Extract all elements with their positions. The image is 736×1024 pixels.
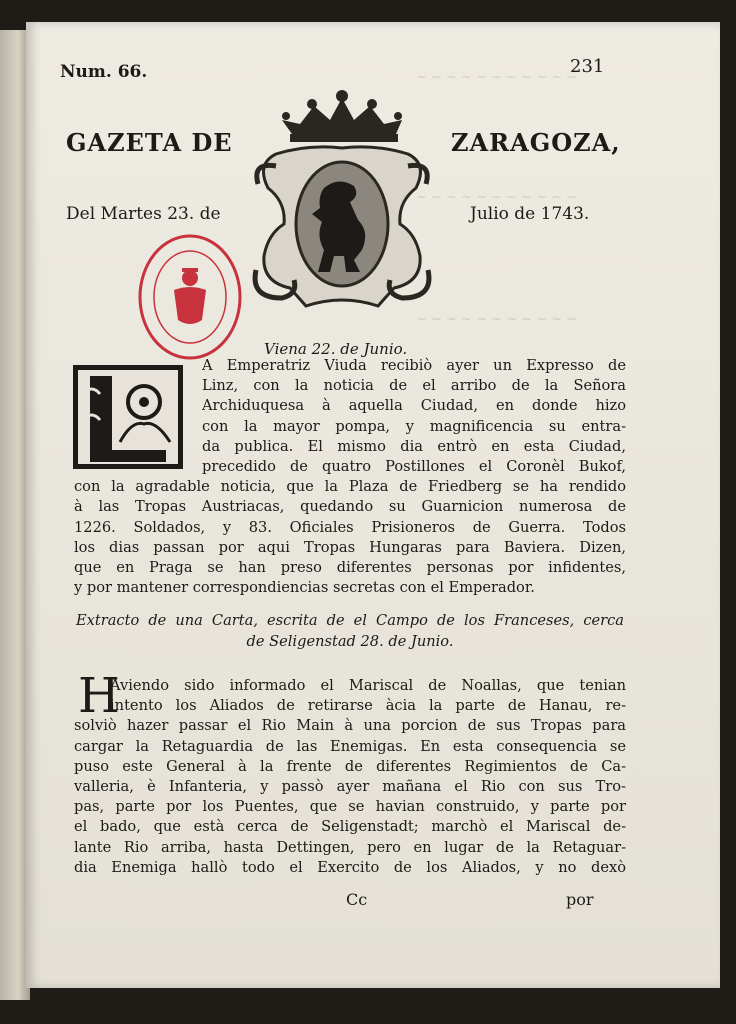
masthead-title-right: ZARAGOZA, [451,128,621,157]
article2-heading-line: Extracto de una Carta, escrita de el Campo de los Franceses, cerca [76,612,624,629]
text-line: cargar la Retaguardia de las Enemigas. En esta consequencia se [74,737,626,755]
text-line: puso este General à la frente de diferentes Regimientos de Ca- [74,757,626,775]
initial-letter-h: H [78,668,120,724]
text-line: solviò hazer passar el Rio Main à una porcion de sus Tropas para [74,717,626,735]
text-line: valleria, è Infanteria, y passò ayer mañana el Rio con sus Tro- [74,778,626,796]
article1-body [74,356,626,598]
text-line: à las Tropas Austriacas, quedando su Guarnicion numerosa de [74,498,626,516]
text-line: y por mantener correspondiencias secretas con el Emperador. [74,579,535,597]
text-line: que en Praga se han preso diferentes personas por infidentes, [74,559,626,577]
text-line: pas, parte por los Puentes, que se havian construido, y parte por [74,798,626,816]
text-line: con la mayor pompa, y magnificencia su entra- [202,417,626,435]
text-line: Linz, con la noticia de el arribo de la Señora [202,377,626,395]
article2-heading-line: de Seligenstad 28. de Junio. [246,633,454,650]
text-line: A Emperatriz Viuda recibiò ayer un Expresso de [202,357,626,374]
text-line: da publica. El mismo dia entrò en esta Ciudad, [202,437,626,455]
issue-number: Num. 66. [60,62,148,82]
text-line: los dias passan por aqui Tropas Hungaras para Baviera. Dizen, [74,538,626,556]
masthead-title-left: GAZETA DE [66,128,233,157]
article2-heading [76,610,624,652]
bleed-through: ~ ~ ~ ~ ~ ~ ~ ~ ~ ~ ~ [416,190,578,205]
signature-mark: Cc [346,890,368,909]
issue-date-right: Julio de 1743. [470,204,590,224]
text-line: precedido de quatro Postillones el Coronèl Bukof, [202,458,626,476]
text-line: Aviendo sido informado el Mariscal de Noallas, que tenian [110,677,626,694]
text-line: el bado, que està cerca de Seligenstadt; marchò el Mariscal de- [74,818,626,836]
bleed-through: ~ ~ ~ ~ ~ ~ ~ ~ ~ ~ ~ [416,70,578,85]
text-line: lante Rio arriba, hasta Dettingen, pero en lugar de la Retaguar- [74,838,626,856]
page-number: 231 [570,56,605,77]
zaragoza-coat-of-arms-icon [246,84,438,316]
catchword: por [566,890,594,909]
text-line: intento los Aliados de retirarse àcia la parte de Hanau, re- [110,697,626,715]
article1-dateline: Viena 22. de Junio. [264,340,408,358]
issue-date-left: Del Martes 23. de [66,204,221,224]
text-line: 1226. Soldados, y 83. Oficiales Prisioneros de Guerra. Todos [74,518,626,536]
gazette-page [26,22,720,988]
text-line: con la agradable noticia, que la Plaza de Friedberg se ha rendido [74,478,626,496]
bleed-through: ~ ~ ~ ~ ~ ~ ~ ~ ~ ~ ~ [416,312,578,327]
text-line: dia Enemiga hallò todo el Exercito de los Aliados, y no dexò [74,858,626,876]
article2-body [74,676,626,878]
text-line: Archiduquesa à aquella Ciudad, en donde hizo [202,397,626,415]
library-stamp-icon [136,232,244,362]
